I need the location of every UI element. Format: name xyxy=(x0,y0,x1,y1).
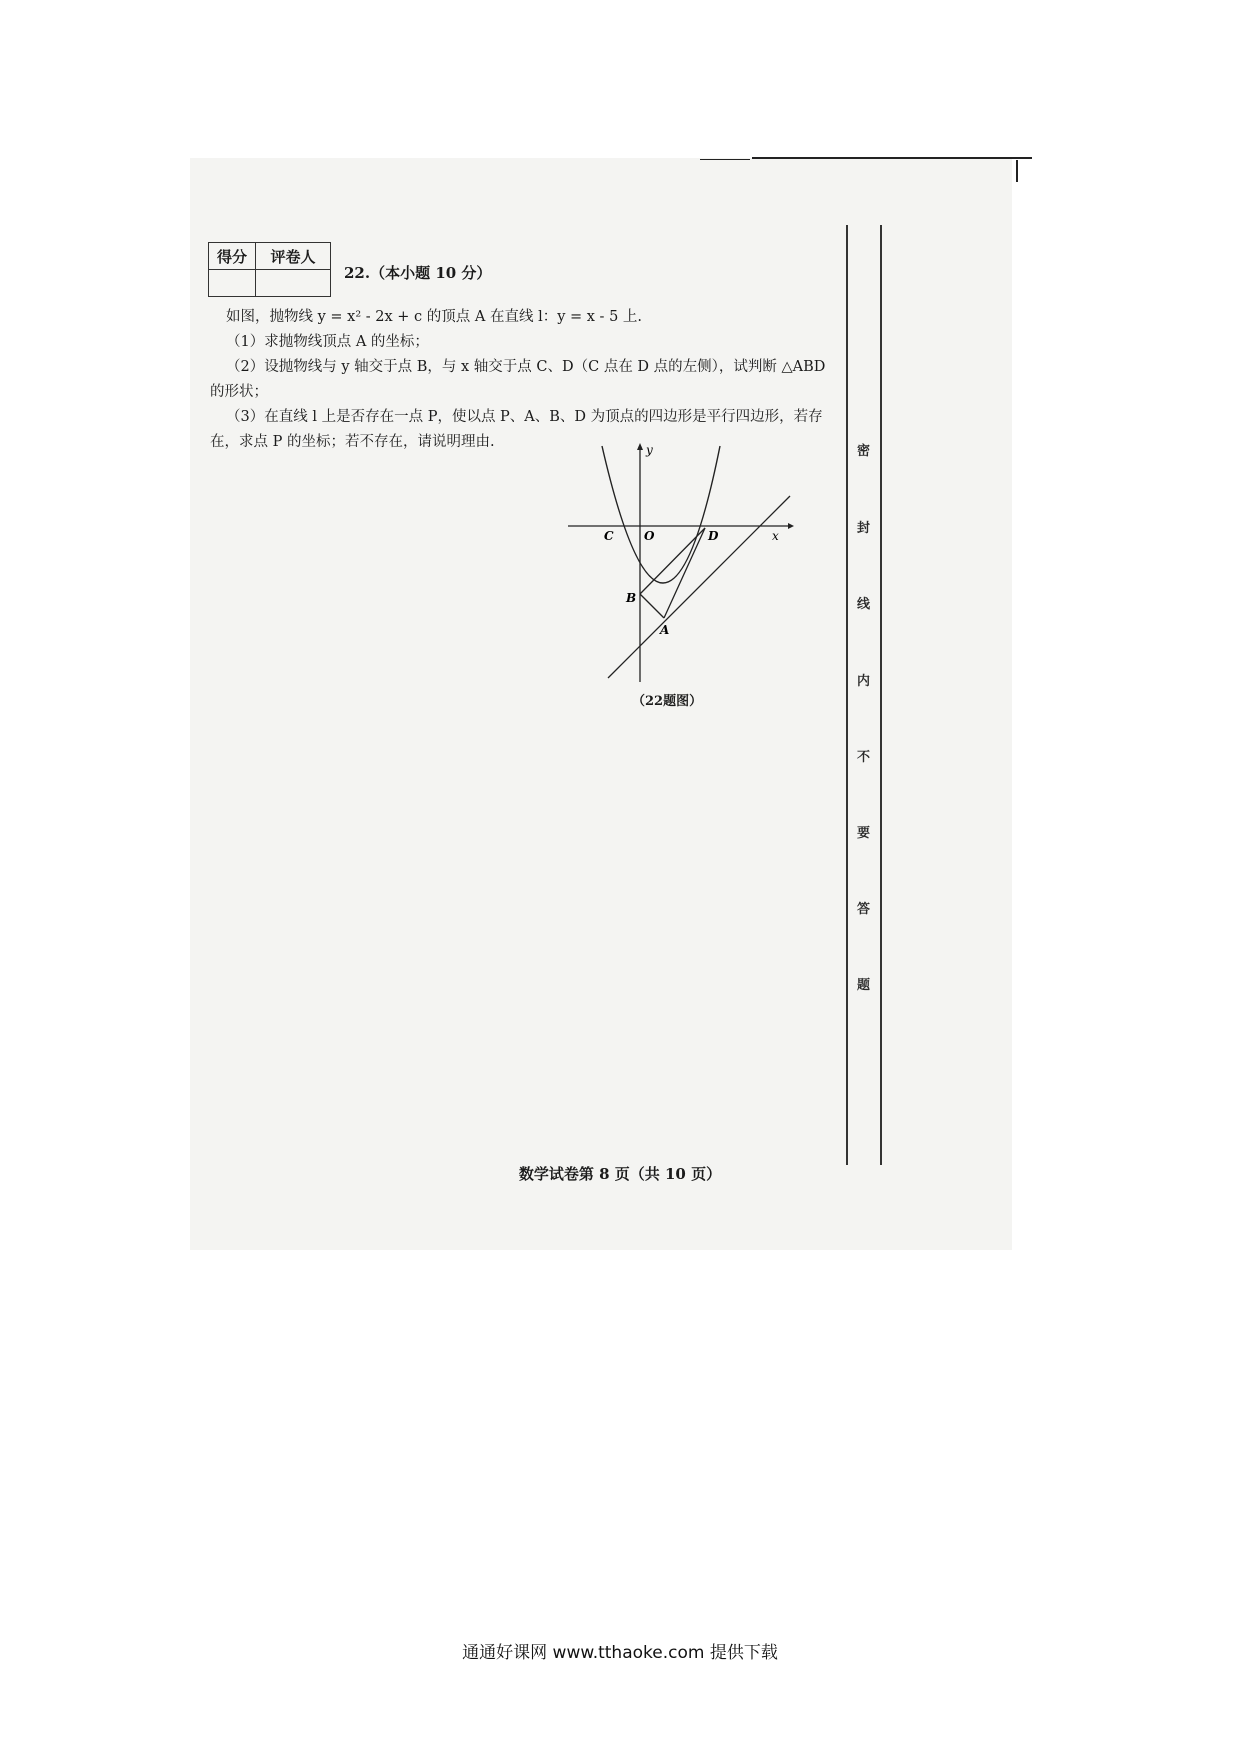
question-title: 22.（本小题 10 分） xyxy=(344,264,492,282)
segment-AD xyxy=(664,528,705,618)
margin-note-char: 要 xyxy=(857,826,871,841)
question-part-1: （1）求抛物线顶点 A 的坐标； xyxy=(226,334,429,350)
margin-note-char: 题 xyxy=(857,978,871,993)
question-part-3-line-2: 在，求点 P 的坐标；若不存在，请说明理由. xyxy=(210,434,495,450)
label-B: B xyxy=(626,591,637,605)
label-y: y xyxy=(646,443,653,457)
label-D: D xyxy=(708,529,719,543)
question-stem: 如图，抛物线 y = x² - 2x + c 的顶点 A 在直线 l：y = x - 5 上. xyxy=(226,309,643,325)
y-axis-arrow xyxy=(637,443,643,450)
question-part-2-line-2: 的形状； xyxy=(210,384,268,400)
label-O: O xyxy=(644,529,655,543)
segment-AB xyxy=(640,594,664,618)
page-footer xyxy=(0,1163,1240,1184)
line-l xyxy=(608,496,790,678)
label-C: C xyxy=(604,529,614,543)
page-number: 数学试卷第 8 页（共 10 页） xyxy=(518,1165,722,1183)
margin-note-char: 线 xyxy=(857,597,871,612)
question-part-2-line-1: （2）设抛物线与 y 轴交于点 B，与 x 轴交于点 C、D（C 点在 D 点的左侧），试判断 △ABD xyxy=(226,359,826,375)
score-table xyxy=(208,242,331,297)
label-x: x xyxy=(772,529,779,543)
top-corner-tick xyxy=(1016,160,1018,182)
x-axis-arrow xyxy=(788,523,794,529)
binding-line-right xyxy=(880,225,882,1165)
top-rule-short xyxy=(700,159,750,160)
score-cell xyxy=(209,270,256,297)
margin-note-char: 答 xyxy=(857,902,871,917)
label-A: A xyxy=(660,623,670,637)
question-part-3-line-1: （3）在直线 l 上是否存在一点 P，使以点 P、A、B、D 为顶点的四边形是平行四边形，若存 xyxy=(226,409,823,425)
top-rule xyxy=(752,157,1032,159)
parabola-curve xyxy=(602,446,720,583)
score-label: 得分 xyxy=(209,243,256,270)
parabola-figure xyxy=(560,440,800,690)
grader-cell xyxy=(256,270,331,297)
grader-label: 评卷人 xyxy=(256,243,331,270)
margin-note-char: 内 xyxy=(857,674,871,689)
margin-note-char: 封 xyxy=(857,521,871,536)
binding-line-left xyxy=(846,225,848,1165)
margin-note-char: 密 xyxy=(857,444,871,459)
download-watermark: 通通好课网 www.tthaoke.com 提供下载 xyxy=(462,1643,778,1663)
margin-note-char: 不 xyxy=(857,750,871,765)
figure-caption: （22题图） xyxy=(632,694,703,709)
